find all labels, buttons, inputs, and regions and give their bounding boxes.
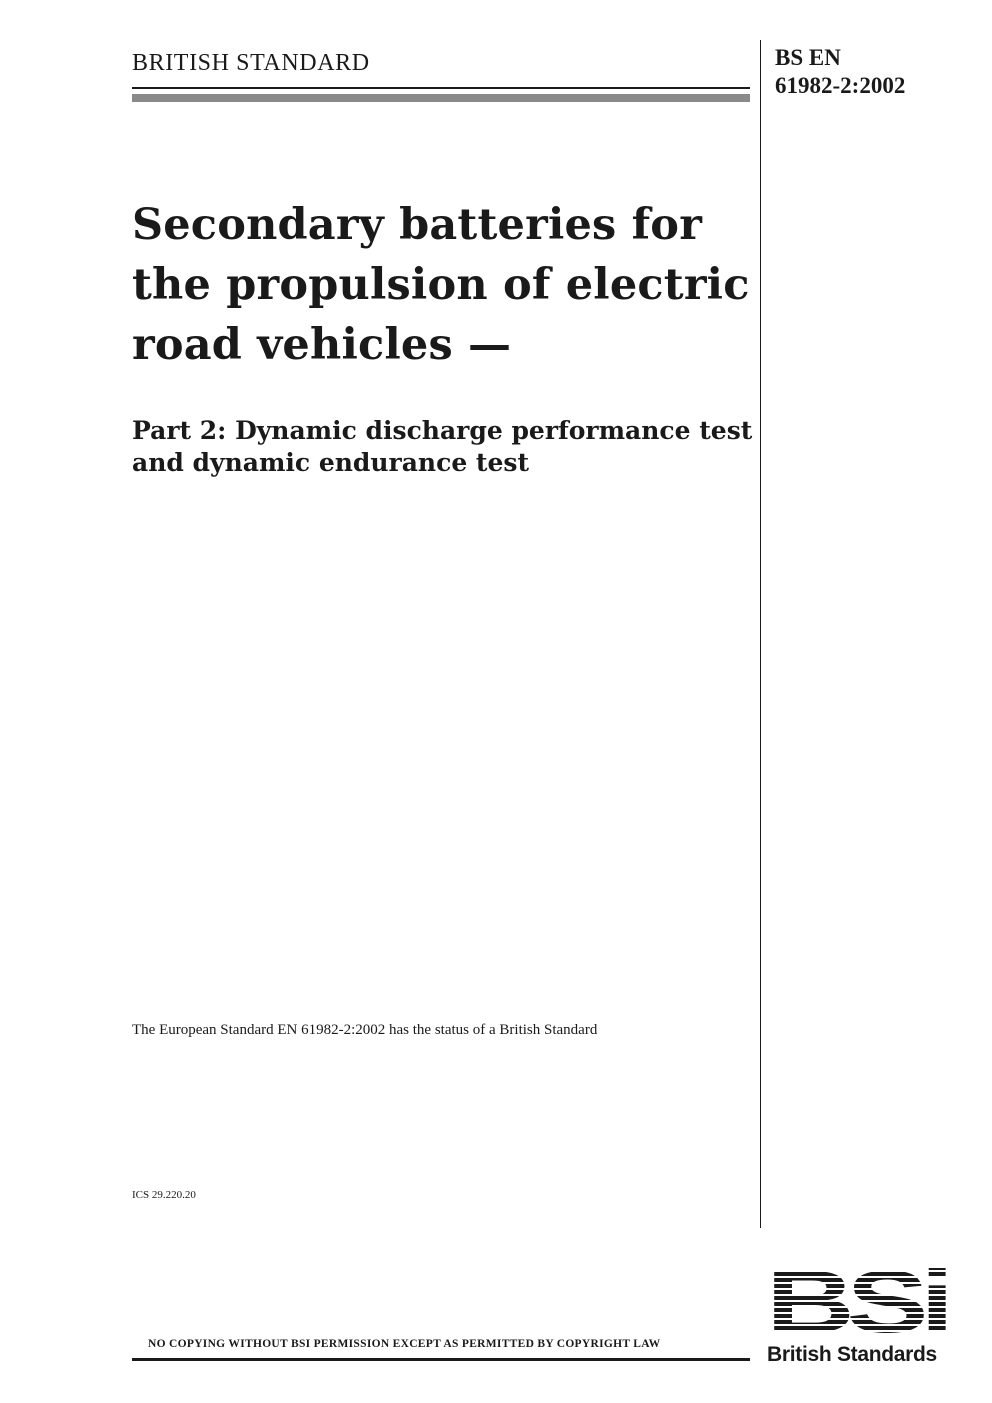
standard-number (775, 44, 905, 100)
ics-code: ICS 29.220.20 (132, 1189, 196, 1201)
standard-number-line-2: 61982-2:2002 (775, 73, 906, 98)
header-rule-thin (132, 87, 750, 89)
standard-number-line-1: BS EN (775, 45, 841, 70)
bsi-logo-lettering: BSi (766, 1260, 947, 1340)
footer-rule (132, 1358, 750, 1361)
bsi-logo-mark (766, 1260, 948, 1340)
header-rule-grey (132, 94, 750, 102)
status-note: The European Standard EN 61982-2:2002 has the status of a British Standard (132, 1022, 598, 1038)
bsi-logo-caption: British Standards (767, 1343, 937, 1366)
document-part-title: Part 2: Dynamic discharge performance test and dynamic endurance test (132, 416, 753, 477)
copyright-notice: NO COPYING WITHOUT BSI PERMISSION EXCEPT AS PERMITTED BY COPYRIGHT LAW (148, 1338, 661, 1350)
document-series-label: BRITISH STANDARD (132, 50, 370, 76)
document-title: Secondary batteries for the propulsion of electric road vehicles — (132, 200, 750, 370)
